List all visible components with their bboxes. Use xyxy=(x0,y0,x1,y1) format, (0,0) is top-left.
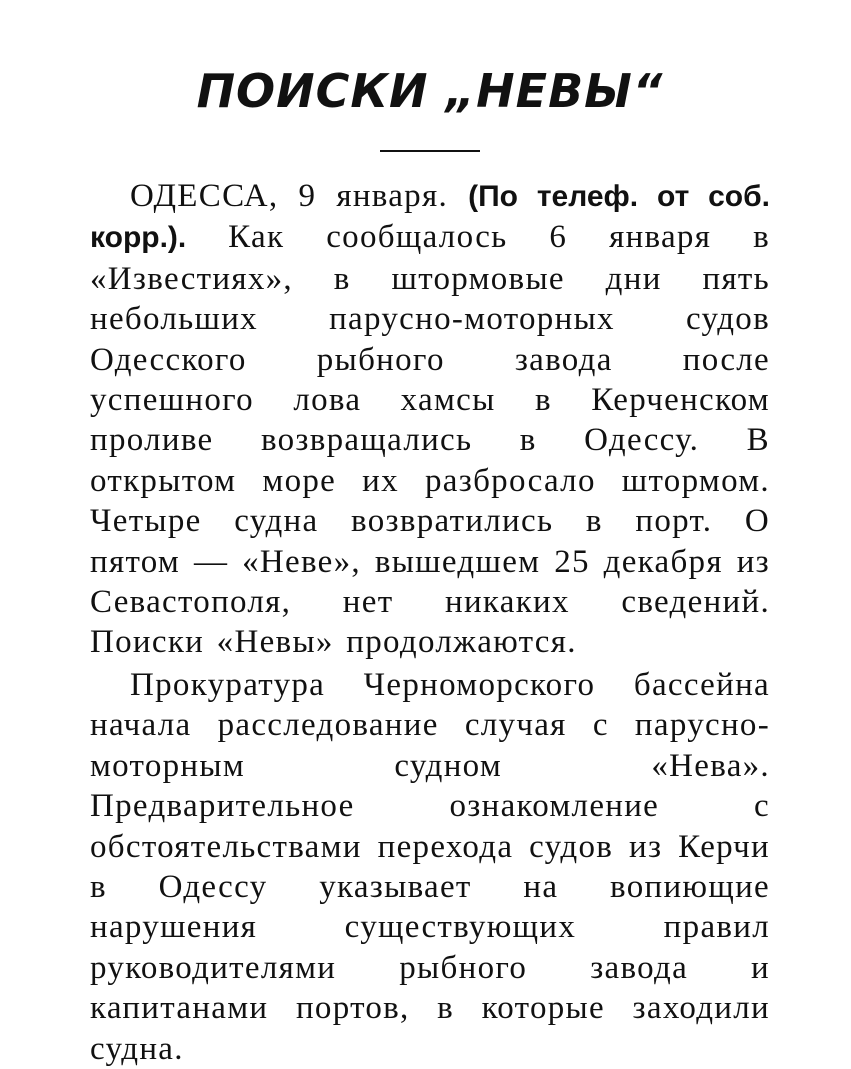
article-headline: ПОИСКИ „НЕВЫ“ xyxy=(196,64,664,118)
article-body xyxy=(90,176,770,1069)
article-paragraph-2 xyxy=(90,665,770,1069)
news-article xyxy=(90,60,770,1069)
article-paragraph-1 xyxy=(90,176,770,663)
article-paragraph-2-text: Прокуратура Черноморского бассейна начала расследование случая с парусно-моторным судном «Нева». Предварительное ознакомление с обстоятельствами перехода судов из Керчи в Одессу указывает на вопиющие нарушения существующих правил руководителями рыбного завода и капитанами портов, в которые заходили судна. xyxy=(90,666,770,1067)
article-dateline: ОДЕССА, 9 января. xyxy=(130,178,449,214)
article-source-tag: (По телеф. от соб. корр.). xyxy=(90,180,770,255)
article-paragraph-1-text: Как сообщалось 6 января в «Известиях», в штормовые дни пять небольших парусно-моторных судов Одесского рыбного завода после успешного лова хамсы в Керченском проливе возвращались в Одессу. В открытом море их разбросало штормом. Четыре судна возвратились в порт. О пятом — «Неве», вышедшем 25 декабря из Севастополя, нет никаких сведений. Поиски «Невы» продолжаются. xyxy=(90,219,770,661)
headline-divider xyxy=(380,150,480,152)
